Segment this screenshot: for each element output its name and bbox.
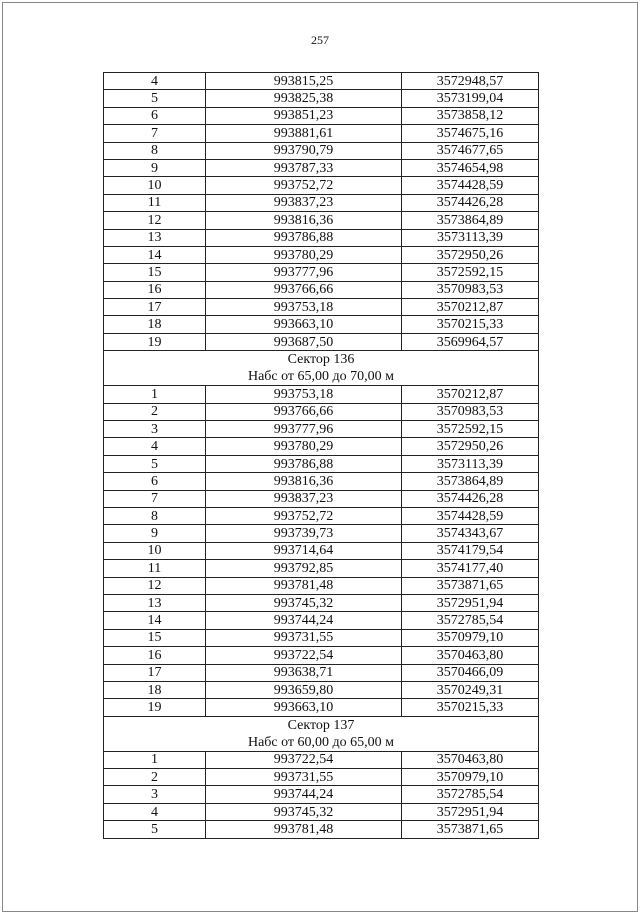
point-number-cell: 6 xyxy=(104,107,206,124)
point-number-cell: 7 xyxy=(104,490,206,507)
y-coordinate-cell: 3570215,33 xyxy=(402,316,539,333)
table-row xyxy=(104,681,539,698)
x-coordinate-cell: 993752,72 xyxy=(206,177,402,194)
table-row xyxy=(104,246,539,263)
sector-header-cell xyxy=(104,351,539,386)
point-number-cell: 9 xyxy=(104,159,206,176)
point-number-cell: 16 xyxy=(104,281,206,298)
y-coordinate-cell: 3574428,59 xyxy=(402,177,539,194)
table-row xyxy=(104,403,539,420)
table-row xyxy=(104,194,539,211)
point-number-cell: 12 xyxy=(104,577,206,594)
x-coordinate-cell: 993881,61 xyxy=(206,125,402,142)
table-row xyxy=(104,229,539,246)
point-number-cell: 11 xyxy=(104,194,206,211)
x-coordinate-cell: 993816,36 xyxy=(206,473,402,490)
point-number-cell: 6 xyxy=(104,473,206,490)
table-row xyxy=(104,786,539,803)
x-coordinate-cell: 993731,55 xyxy=(206,629,402,646)
x-coordinate-cell: 993816,36 xyxy=(206,212,402,229)
point-number-cell: 17 xyxy=(104,299,206,316)
table-row xyxy=(104,73,539,90)
y-coordinate-cell: 3570249,31 xyxy=(402,681,539,698)
y-coordinate-cell: 3573199,04 xyxy=(402,90,539,107)
x-coordinate-cell: 993663,10 xyxy=(206,699,402,716)
y-coordinate-cell: 3570983,53 xyxy=(402,281,539,298)
point-number-cell: 3 xyxy=(104,421,206,438)
point-number-cell: 11 xyxy=(104,560,206,577)
sector-title: Сектор 137 xyxy=(287,717,355,733)
x-coordinate-cell: 993744,24 xyxy=(206,786,402,803)
point-number-cell: 12 xyxy=(104,212,206,229)
y-coordinate-cell: 3572592,15 xyxy=(402,421,539,438)
point-number-cell: 2 xyxy=(104,769,206,786)
y-coordinate-cell: 3570463,80 xyxy=(402,647,539,664)
y-coordinate-cell: 3570212,87 xyxy=(402,386,539,403)
point-number-cell: 1 xyxy=(104,386,206,403)
x-coordinate-cell: 993687,50 xyxy=(206,333,402,350)
y-coordinate-cell: 3572950,26 xyxy=(402,246,539,263)
point-number-cell: 8 xyxy=(104,507,206,524)
table-row xyxy=(104,316,539,333)
table-row xyxy=(104,525,539,542)
y-coordinate-cell: 3572785,54 xyxy=(402,612,539,629)
x-coordinate-cell: 993815,25 xyxy=(206,73,402,90)
x-coordinate-cell: 993744,24 xyxy=(206,612,402,629)
table-row xyxy=(104,107,539,124)
y-coordinate-cell: 3570215,33 xyxy=(402,699,539,716)
x-coordinate-cell: 993739,73 xyxy=(206,525,402,542)
table-row xyxy=(104,333,539,350)
x-coordinate-cell: 993745,32 xyxy=(206,594,402,611)
table-row xyxy=(104,177,539,194)
point-number-cell: 5 xyxy=(104,90,206,107)
table-row xyxy=(104,264,539,281)
x-coordinate-cell: 993663,10 xyxy=(206,316,402,333)
table-row xyxy=(104,664,539,681)
point-number-cell: 13 xyxy=(104,594,206,611)
point-number-cell: 13 xyxy=(104,229,206,246)
x-coordinate-cell: 993659,80 xyxy=(206,681,402,698)
x-coordinate-cell: 993837,23 xyxy=(206,490,402,507)
y-coordinate-cell: 3570979,10 xyxy=(402,629,539,646)
table-row xyxy=(104,751,539,768)
table-row xyxy=(104,125,539,142)
table-row xyxy=(104,699,539,716)
x-coordinate-cell: 993786,88 xyxy=(206,229,402,246)
y-coordinate-cell: 3572592,15 xyxy=(402,264,539,281)
point-number-cell: 17 xyxy=(104,664,206,681)
table-row xyxy=(104,507,539,524)
x-coordinate-cell: 993777,96 xyxy=(206,421,402,438)
coordinates-table-body xyxy=(104,73,539,839)
point-number-cell: 3 xyxy=(104,786,206,803)
y-coordinate-cell: 3574428,59 xyxy=(402,507,539,524)
x-coordinate-cell: 993786,88 xyxy=(206,455,402,472)
x-coordinate-cell: 993722,54 xyxy=(206,751,402,768)
x-coordinate-cell: 993780,29 xyxy=(206,246,402,263)
sector-title: Сектор 136 xyxy=(287,352,355,368)
sector-header-row xyxy=(104,716,539,751)
sector-header-row xyxy=(104,351,539,386)
y-coordinate-cell: 3570212,87 xyxy=(402,299,539,316)
point-number-cell: 10 xyxy=(104,177,206,194)
y-coordinate-cell: 3573113,39 xyxy=(402,455,539,472)
point-number-cell: 4 xyxy=(104,73,206,90)
point-number-cell: 18 xyxy=(104,316,206,333)
table-row xyxy=(104,90,539,107)
point-number-cell: 15 xyxy=(104,629,206,646)
coordinates-table xyxy=(103,72,539,839)
table-row xyxy=(104,299,539,316)
x-coordinate-cell: 993825,38 xyxy=(206,90,402,107)
y-coordinate-cell: 3570979,10 xyxy=(402,769,539,786)
point-number-cell: 16 xyxy=(104,647,206,664)
y-coordinate-cell: 3574677,65 xyxy=(402,142,539,159)
sector-elevation-range: Набс от 60,00 до 65,00 м xyxy=(247,734,395,750)
y-coordinate-cell: 3569964,57 xyxy=(402,333,539,350)
table-row xyxy=(104,281,539,298)
x-coordinate-cell: 993638,71 xyxy=(206,664,402,681)
point-number-cell: 15 xyxy=(104,264,206,281)
y-coordinate-cell: 3574343,67 xyxy=(402,525,539,542)
table-row xyxy=(104,473,539,490)
y-coordinate-cell: 3572951,94 xyxy=(402,594,539,611)
point-number-cell: 4 xyxy=(104,438,206,455)
table-row xyxy=(104,542,539,559)
x-coordinate-cell: 993714,64 xyxy=(206,542,402,559)
table-row xyxy=(104,803,539,820)
x-coordinate-cell: 993781,48 xyxy=(206,577,402,594)
y-coordinate-cell: 3570983,53 xyxy=(402,403,539,420)
y-coordinate-cell: 3573113,39 xyxy=(402,229,539,246)
point-number-cell: 2 xyxy=(104,403,206,420)
table-row xyxy=(104,577,539,594)
y-coordinate-cell: 3574426,28 xyxy=(402,194,539,211)
y-coordinate-cell: 3574179,54 xyxy=(402,542,539,559)
point-number-cell: 1 xyxy=(104,751,206,768)
table-row xyxy=(104,212,539,229)
table-row xyxy=(104,142,539,159)
x-coordinate-cell: 993780,29 xyxy=(206,438,402,455)
point-number-cell: 8 xyxy=(104,142,206,159)
y-coordinate-cell: 3573864,89 xyxy=(402,212,539,229)
table-row xyxy=(104,159,539,176)
y-coordinate-cell: 3573871,65 xyxy=(402,821,539,838)
x-coordinate-cell: 993766,66 xyxy=(206,281,402,298)
point-number-cell: 9 xyxy=(104,525,206,542)
point-number-cell: 7 xyxy=(104,125,206,142)
table-row xyxy=(104,386,539,403)
table-row xyxy=(104,438,539,455)
y-coordinate-cell: 3574654,98 xyxy=(402,159,539,176)
point-number-cell: 5 xyxy=(104,455,206,472)
x-coordinate-cell: 993752,72 xyxy=(206,507,402,524)
x-coordinate-cell: 993753,18 xyxy=(206,299,402,316)
point-number-cell: 14 xyxy=(104,246,206,263)
table-row xyxy=(104,421,539,438)
x-coordinate-cell: 993837,23 xyxy=(206,194,402,211)
point-number-cell: 14 xyxy=(104,612,206,629)
x-coordinate-cell: 993745,32 xyxy=(206,803,402,820)
y-coordinate-cell: 3572785,54 xyxy=(402,786,539,803)
sector-elevation-range: Набс от 65,00 до 70,00 м xyxy=(247,369,395,385)
table-row xyxy=(104,455,539,472)
x-coordinate-cell: 993781,48 xyxy=(206,821,402,838)
table-row xyxy=(104,629,539,646)
table-row xyxy=(104,647,539,664)
point-number-cell: 18 xyxy=(104,681,206,698)
page-number: 257 xyxy=(311,33,329,47)
y-coordinate-cell: 3570463,80 xyxy=(402,751,539,768)
table-row xyxy=(104,560,539,577)
point-number-cell: 10 xyxy=(104,542,206,559)
table-row xyxy=(104,769,539,786)
point-number-cell: 19 xyxy=(104,333,206,350)
point-number-cell: 19 xyxy=(104,699,206,716)
x-coordinate-cell: 993787,33 xyxy=(206,159,402,176)
y-coordinate-cell: 3572951,94 xyxy=(402,803,539,820)
x-coordinate-cell: 993777,96 xyxy=(206,264,402,281)
x-coordinate-cell: 993766,66 xyxy=(206,403,402,420)
point-number-cell: 5 xyxy=(104,821,206,838)
point-number-cell: 4 xyxy=(104,803,206,820)
y-coordinate-cell: 3573871,65 xyxy=(402,577,539,594)
table-row xyxy=(104,594,539,611)
sector-header-cell xyxy=(104,716,539,751)
y-coordinate-cell: 3572950,26 xyxy=(402,438,539,455)
table-row xyxy=(104,612,539,629)
x-coordinate-cell: 993792,85 xyxy=(206,560,402,577)
x-coordinate-cell: 993731,55 xyxy=(206,769,402,786)
y-coordinate-cell: 3574426,28 xyxy=(402,490,539,507)
y-coordinate-cell: 3570466,09 xyxy=(402,664,539,681)
y-coordinate-cell: 3574177,40 xyxy=(402,560,539,577)
table-row xyxy=(104,821,539,838)
x-coordinate-cell: 993851,23 xyxy=(206,107,402,124)
x-coordinate-cell: 993753,18 xyxy=(206,386,402,403)
y-coordinate-cell: 3573858,12 xyxy=(402,107,539,124)
y-coordinate-cell: 3573864,89 xyxy=(402,473,539,490)
x-coordinate-cell: 993722,54 xyxy=(206,647,402,664)
table-row xyxy=(104,490,539,507)
y-coordinate-cell: 3574675,16 xyxy=(402,125,539,142)
x-coordinate-cell: 993790,79 xyxy=(206,142,402,159)
y-coordinate-cell: 3572948,57 xyxy=(402,73,539,90)
